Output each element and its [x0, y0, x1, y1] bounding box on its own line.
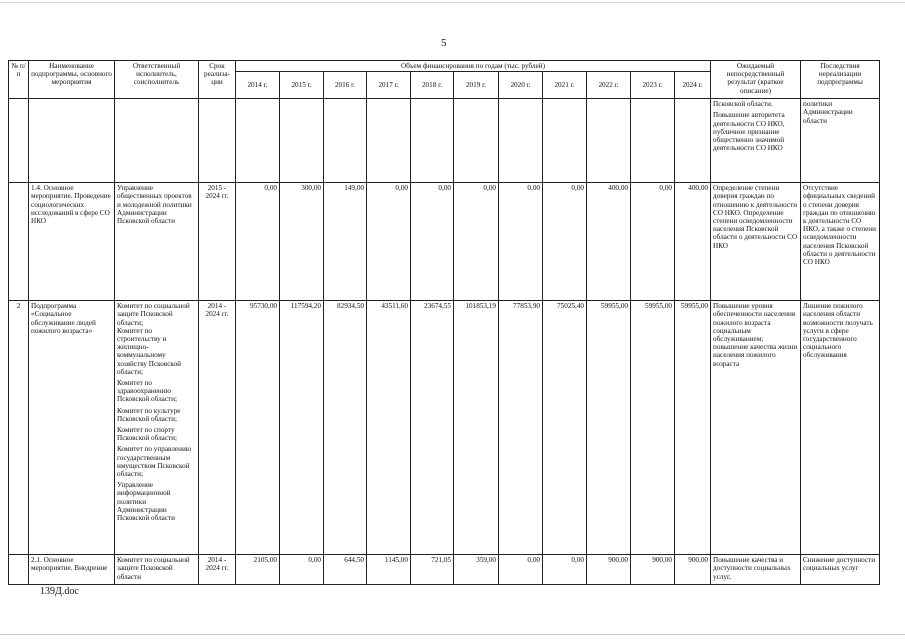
table-row-1-4 [9, 183, 880, 301]
year-header: 2022 г. [587, 72, 631, 99]
row-value: 900,00 [631, 555, 675, 585]
row-term: 2015 - 2024 гг. [199, 183, 236, 301]
row-expected: Определение степени доверия граждан по отношению к деятельности СО НКО. Определение степени осведомленности населения Псковской области о деятельности СО НКО [711, 183, 801, 301]
row-value: 0,00 [543, 555, 587, 585]
row-value: 0,00 [280, 555, 324, 585]
row-consequences: Снижение доступности социальных услуг [801, 555, 880, 585]
table-row-continuation [9, 99, 880, 183]
year-header: 2023 г. [631, 72, 675, 99]
executor-item: Комитет по социальной защите Псковской области; [117, 302, 190, 327]
row-value: 0,00 [411, 183, 454, 301]
row-consequences: Лишение пожилого населения области возможности получать услуги в сфере государственного социального обслуживания [801, 301, 880, 555]
row-name: Подпрограмма «Социальное обслуживание людей пожилого возраста» [29, 301, 115, 555]
executor-item: Комитет по здравоохранению Псковской области; [117, 379, 178, 404]
row-executor: Комитет по социальной защите Псковской области [115, 555, 199, 585]
executor-item: Комитет по культуре Псковской области; [117, 406, 181, 423]
row-value: 359,00 [454, 555, 499, 585]
row-value: 900,00 [675, 555, 711, 585]
year-header: 2024 г. [675, 72, 711, 99]
header-consequences: Последствия нереализации подпрограммы [801, 61, 880, 99]
row-term: 2014 - 2024 гг. [199, 301, 236, 555]
row-term: 2014 - 2024 гг. [199, 555, 236, 585]
row-executor-list [115, 301, 199, 555]
executor-item: Комитет по строительству и жилищно-коммунальному хозяйству Псковской области; [117, 326, 181, 376]
funding-table [8, 60, 880, 585]
row-value: 95730,00 [236, 301, 280, 555]
executor-item: Управление информационной политики Администрации Псковской области [117, 481, 176, 523]
row-value: 23674,55 [411, 301, 454, 555]
header-num: № п/п [9, 61, 29, 99]
row-value: 0,00 [543, 183, 587, 301]
year-header: 2019 г. [454, 72, 499, 99]
year-header: 2016 г. [324, 72, 367, 99]
header-expected: Ожидаемый непосредственный результат (краткое описание) [711, 61, 801, 99]
year-header: 2015 г. [280, 72, 324, 99]
continuation-expected-line1: Псковской области. [713, 100, 773, 109]
row-value: 117594,20 [280, 301, 324, 555]
row-value: 75025,40 [543, 301, 587, 555]
footer-filename: 139Д.doc [40, 586, 79, 597]
row-executor: Управление общественных проектов и молодежной политики Администрации Псковской области [115, 183, 199, 301]
row-value: 77853,90 [499, 301, 543, 555]
row-num [9, 555, 29, 585]
header-funding: Объем финансирования по годам (тыс. рублей) [236, 61, 711, 72]
year-header: 2018 г. [411, 72, 454, 99]
row-value: 59955,00 [631, 301, 675, 555]
header-name: Наименование подпрограммы, основного мероприятия [29, 61, 115, 99]
row-value: 1145,00 [367, 555, 411, 585]
row-value: 0,00 [367, 183, 411, 301]
row-value: 0,00 [236, 183, 280, 301]
row-num [9, 183, 29, 301]
continuation-consequences: политики Администрации области [801, 99, 880, 183]
row-num: 2 [9, 301, 29, 555]
row-value: 400,00 [675, 183, 711, 301]
row-value: 300,00 [280, 183, 324, 301]
row-value: 400,00 [587, 183, 631, 301]
row-consequences: Отсутствие официальных сведений о степени доверия граждан по отношению к деятельности СО НКО, а также о степени осведомленности населения Псковской области о деятельности СО НКО [801, 183, 880, 301]
scan-edge-bottom [0, 634, 905, 635]
row-value: 0,00 [454, 183, 499, 301]
row-expected: Повышение качества и доступности социальных услуг, [711, 555, 801, 585]
row-value: 0,00 [499, 183, 543, 301]
header-executor: Ответственный исполнитель, соисполнитель [115, 61, 199, 99]
continuation-expected-line2: Повышение авторитета деятельности СО НКО, публичное признание общественно значимой деятельности СО НКО [713, 111, 785, 153]
year-header: 2014 г. [236, 72, 280, 99]
executor-item: Комитет по управлению государственным имуществом Псковской области; [117, 445, 192, 479]
row-value: 0,00 [499, 555, 543, 585]
row-value: 101853,19 [454, 301, 499, 555]
row-expected: Повышение уровня обеспеченности населения пожилого возраста социальным обслуживанием; повышение качества жизни населения пожилого возраста [711, 301, 801, 555]
continuation-expected [711, 99, 801, 183]
row-name: 2.1. Основное мероприятие. Внедрение [29, 555, 115, 585]
page-number: 5 [441, 37, 447, 49]
row-value: 721,05 [411, 555, 454, 585]
table-row-2 [9, 301, 880, 555]
row-value: 644,50 [324, 555, 367, 585]
table-row-2-1 [9, 555, 880, 585]
row-value: 0,00 [631, 183, 675, 301]
year-header: 2017 г. [367, 72, 411, 99]
row-name: 1.4. Основное мероприятие. Проведение социологических исследований в сфере СО НКО [29, 183, 115, 301]
executor-item: Комитет по спорту Псковской области; [117, 426, 178, 443]
row-value: 59955,00 [587, 301, 631, 555]
row-value: 59955,00 [675, 301, 711, 555]
scan-edge-top [0, 2, 905, 3]
row-value: 82934,50 [324, 301, 367, 555]
row-value: 149,00 [324, 183, 367, 301]
year-header: 2021 г. [543, 72, 587, 99]
header-term: Срок реализа-ции [199, 61, 236, 99]
row-value: 2105,00 [236, 555, 280, 585]
row-value: 43511,60 [367, 301, 411, 555]
row-value: 900,00 [587, 555, 631, 585]
year-header: 2020 г. [499, 72, 543, 99]
